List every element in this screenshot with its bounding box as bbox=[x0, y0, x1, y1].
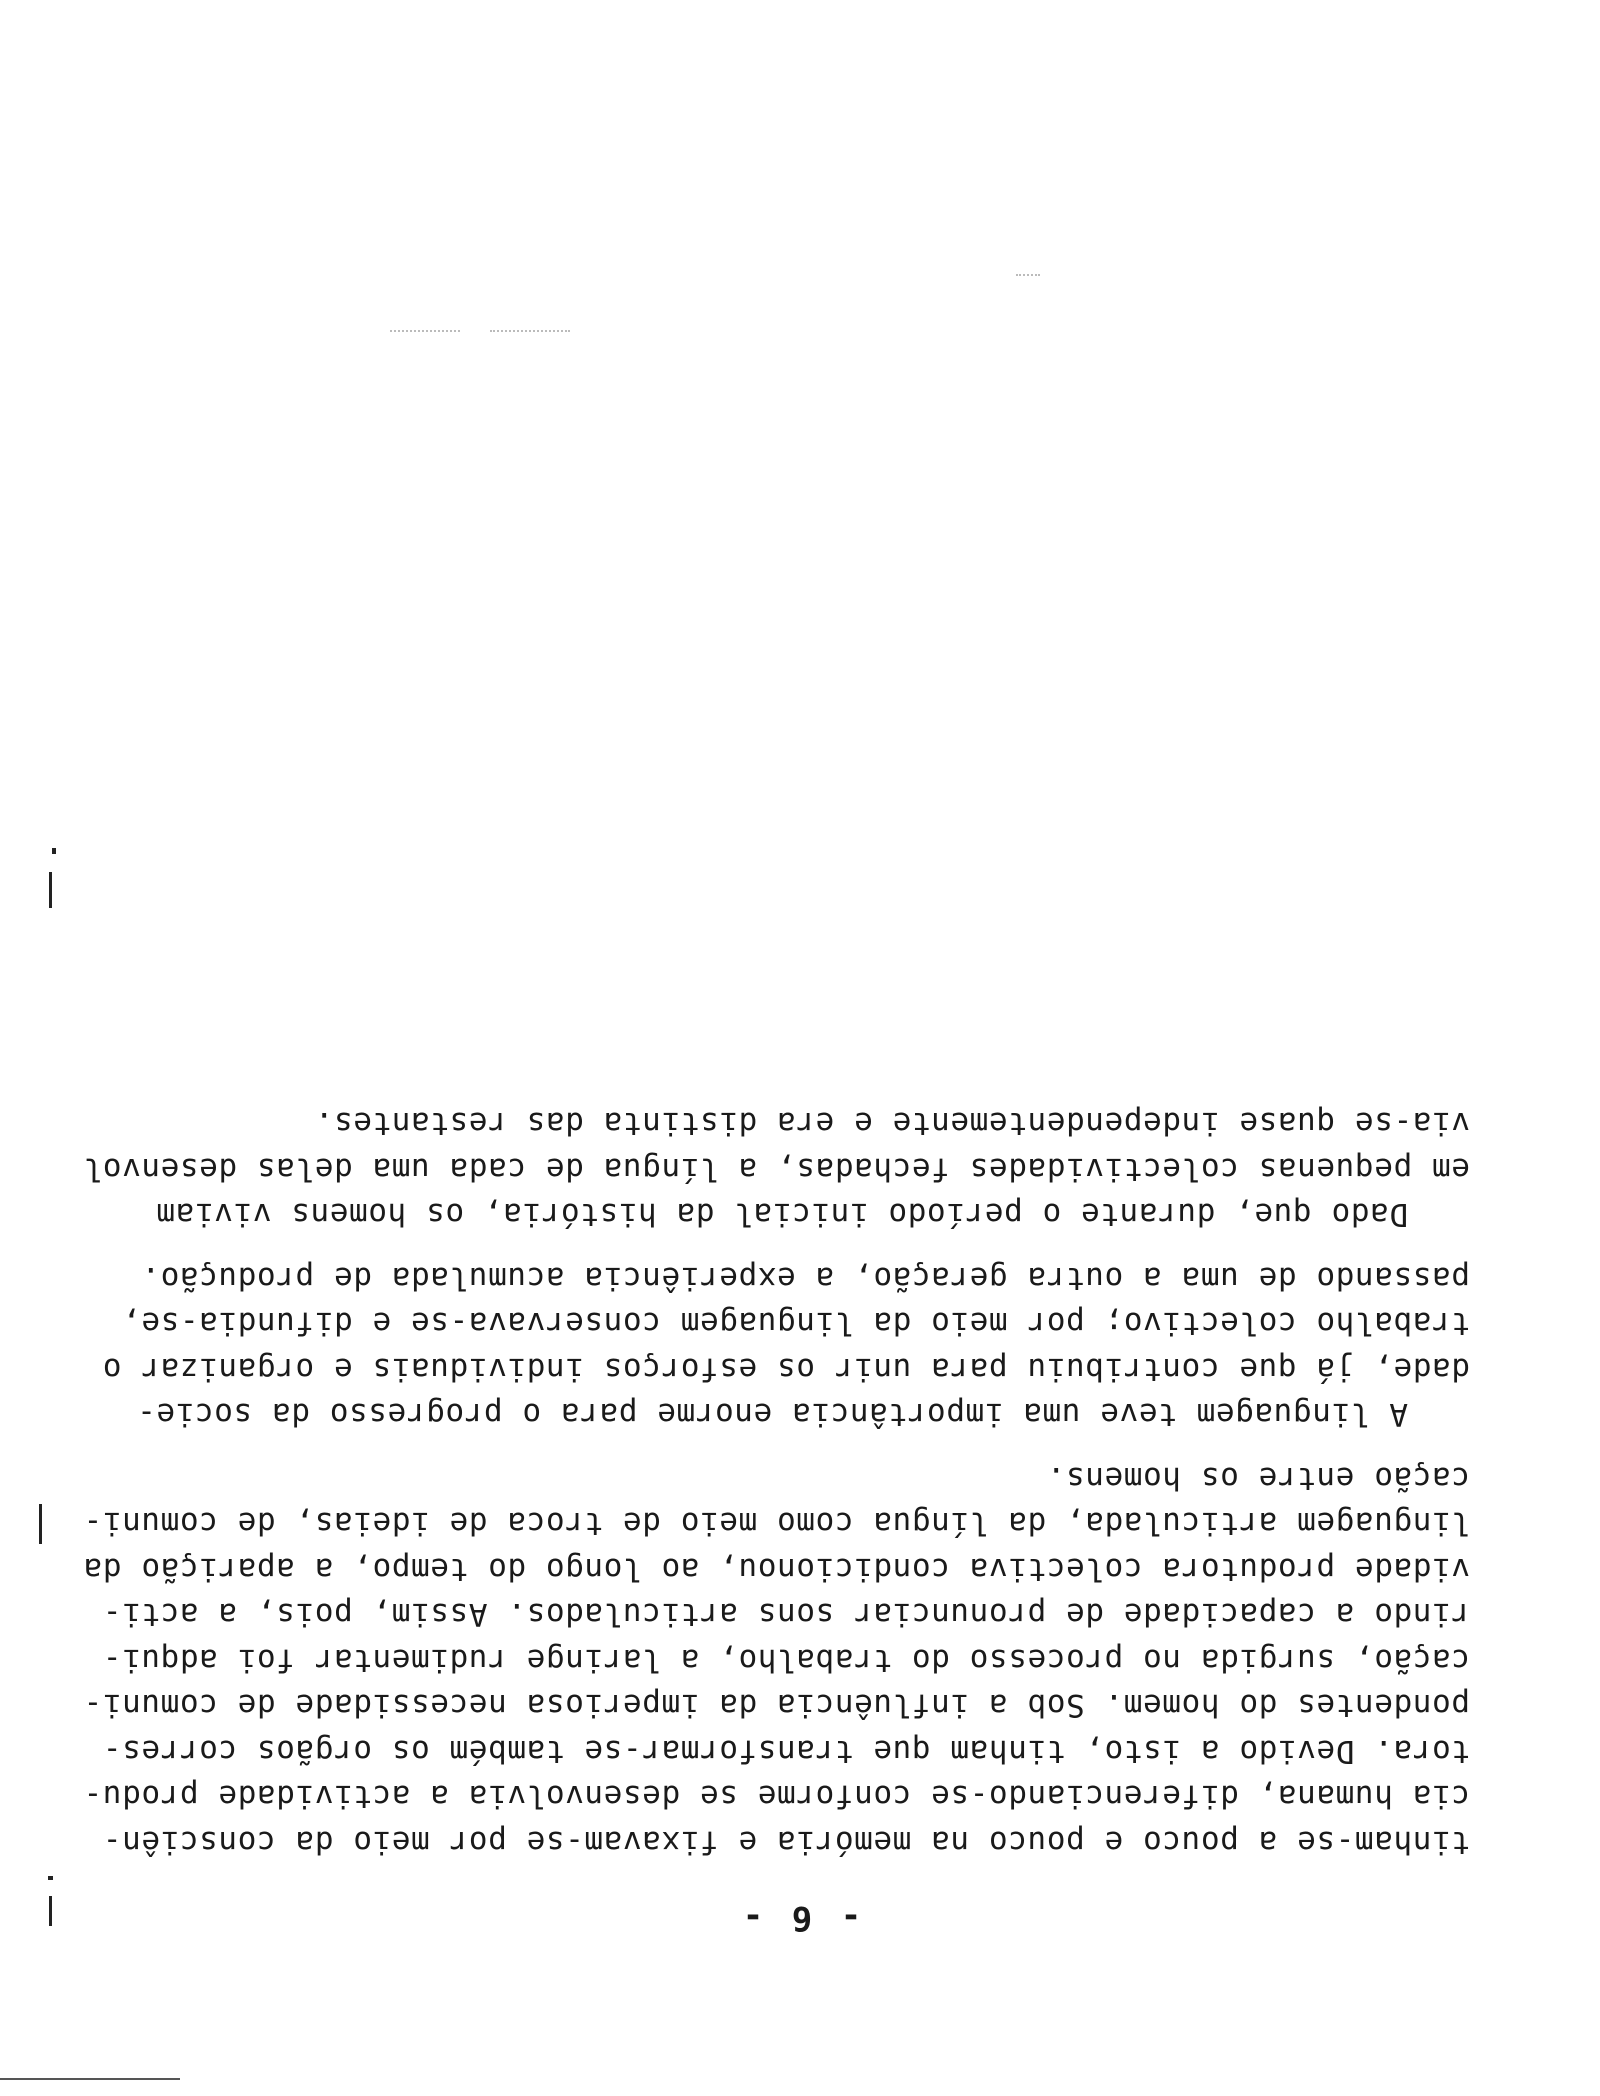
paragraph-gap bbox=[80, 1237, 1470, 1255]
text-line: cia humana, diferenciando-se conforme se desenvolvia a actividade produ- bbox=[83, 1778, 1470, 1815]
text-line: Dado que, durante o período inicial da história, os homens viviam bbox=[155, 1196, 1408, 1233]
text-line: passando de uma a outra geração, a experiência acumulada de produção. bbox=[140, 1260, 1470, 1296]
text-line: linguagem articulada, da língua como meio de troca de ideias, de comuni- bbox=[83, 1505, 1470, 1542]
margin-mark bbox=[49, 1896, 52, 1926]
page-number: - 6 - bbox=[738, 1898, 862, 1938]
margin-mark bbox=[49, 872, 52, 908]
scan-edge-line bbox=[0, 2078, 180, 2080]
text-line: vidade produtora colectiva condicionou, ao longo do tempo, a aparição da bbox=[83, 1551, 1470, 1587]
text-line: rindo a capacidade de pronunciar sons articulados. Assim, pois, a acti- bbox=[102, 1596, 1470, 1633]
text-line: trabalho colectivo; por meio da linguagem conservava-se e difundia-se, bbox=[121, 1305, 1470, 1342]
margin-mark bbox=[48, 1876, 53, 1880]
paragraph-gap bbox=[80, 1437, 1470, 1455]
text-line: A linguagem teve uma importância enorme para o progresso da socie- bbox=[136, 1396, 1408, 1433]
text-line: pondentes do homem. Sob a influência da imperiosa necessidade de comuni- bbox=[83, 1687, 1470, 1724]
text-line: tora. Devido a isto, tinham que transformar-se também os orgãos corres- bbox=[102, 1733, 1470, 1769]
margin-mark bbox=[52, 848, 56, 854]
text-line: via-se quase independentemente e era distinta das restantes. bbox=[314, 1105, 1470, 1142]
text-line: dade, já que contribuiu para unir os esforços individuais e organizar o bbox=[102, 1351, 1470, 1387]
text-line: cação, surgida no processo do trabalho, a laringe rudimentar foi adqui- bbox=[102, 1642, 1470, 1678]
margin-mark bbox=[39, 1504, 42, 1544]
body-text bbox=[80, 1100, 1470, 1864]
text-line: cação entre os homens. bbox=[1046, 1460, 1470, 1496]
scan-noise bbox=[1016, 272, 1040, 276]
scan-noise bbox=[490, 328, 570, 332]
text-line: em pequenas colectividades fechadas, a língua de cada uma delas desenvol bbox=[83, 1151, 1470, 1187]
text-line: tinham-se a pouco e pouco na memória e fixavam-se por meio da consciên- bbox=[102, 1824, 1470, 1860]
scan-noise bbox=[390, 328, 460, 332]
